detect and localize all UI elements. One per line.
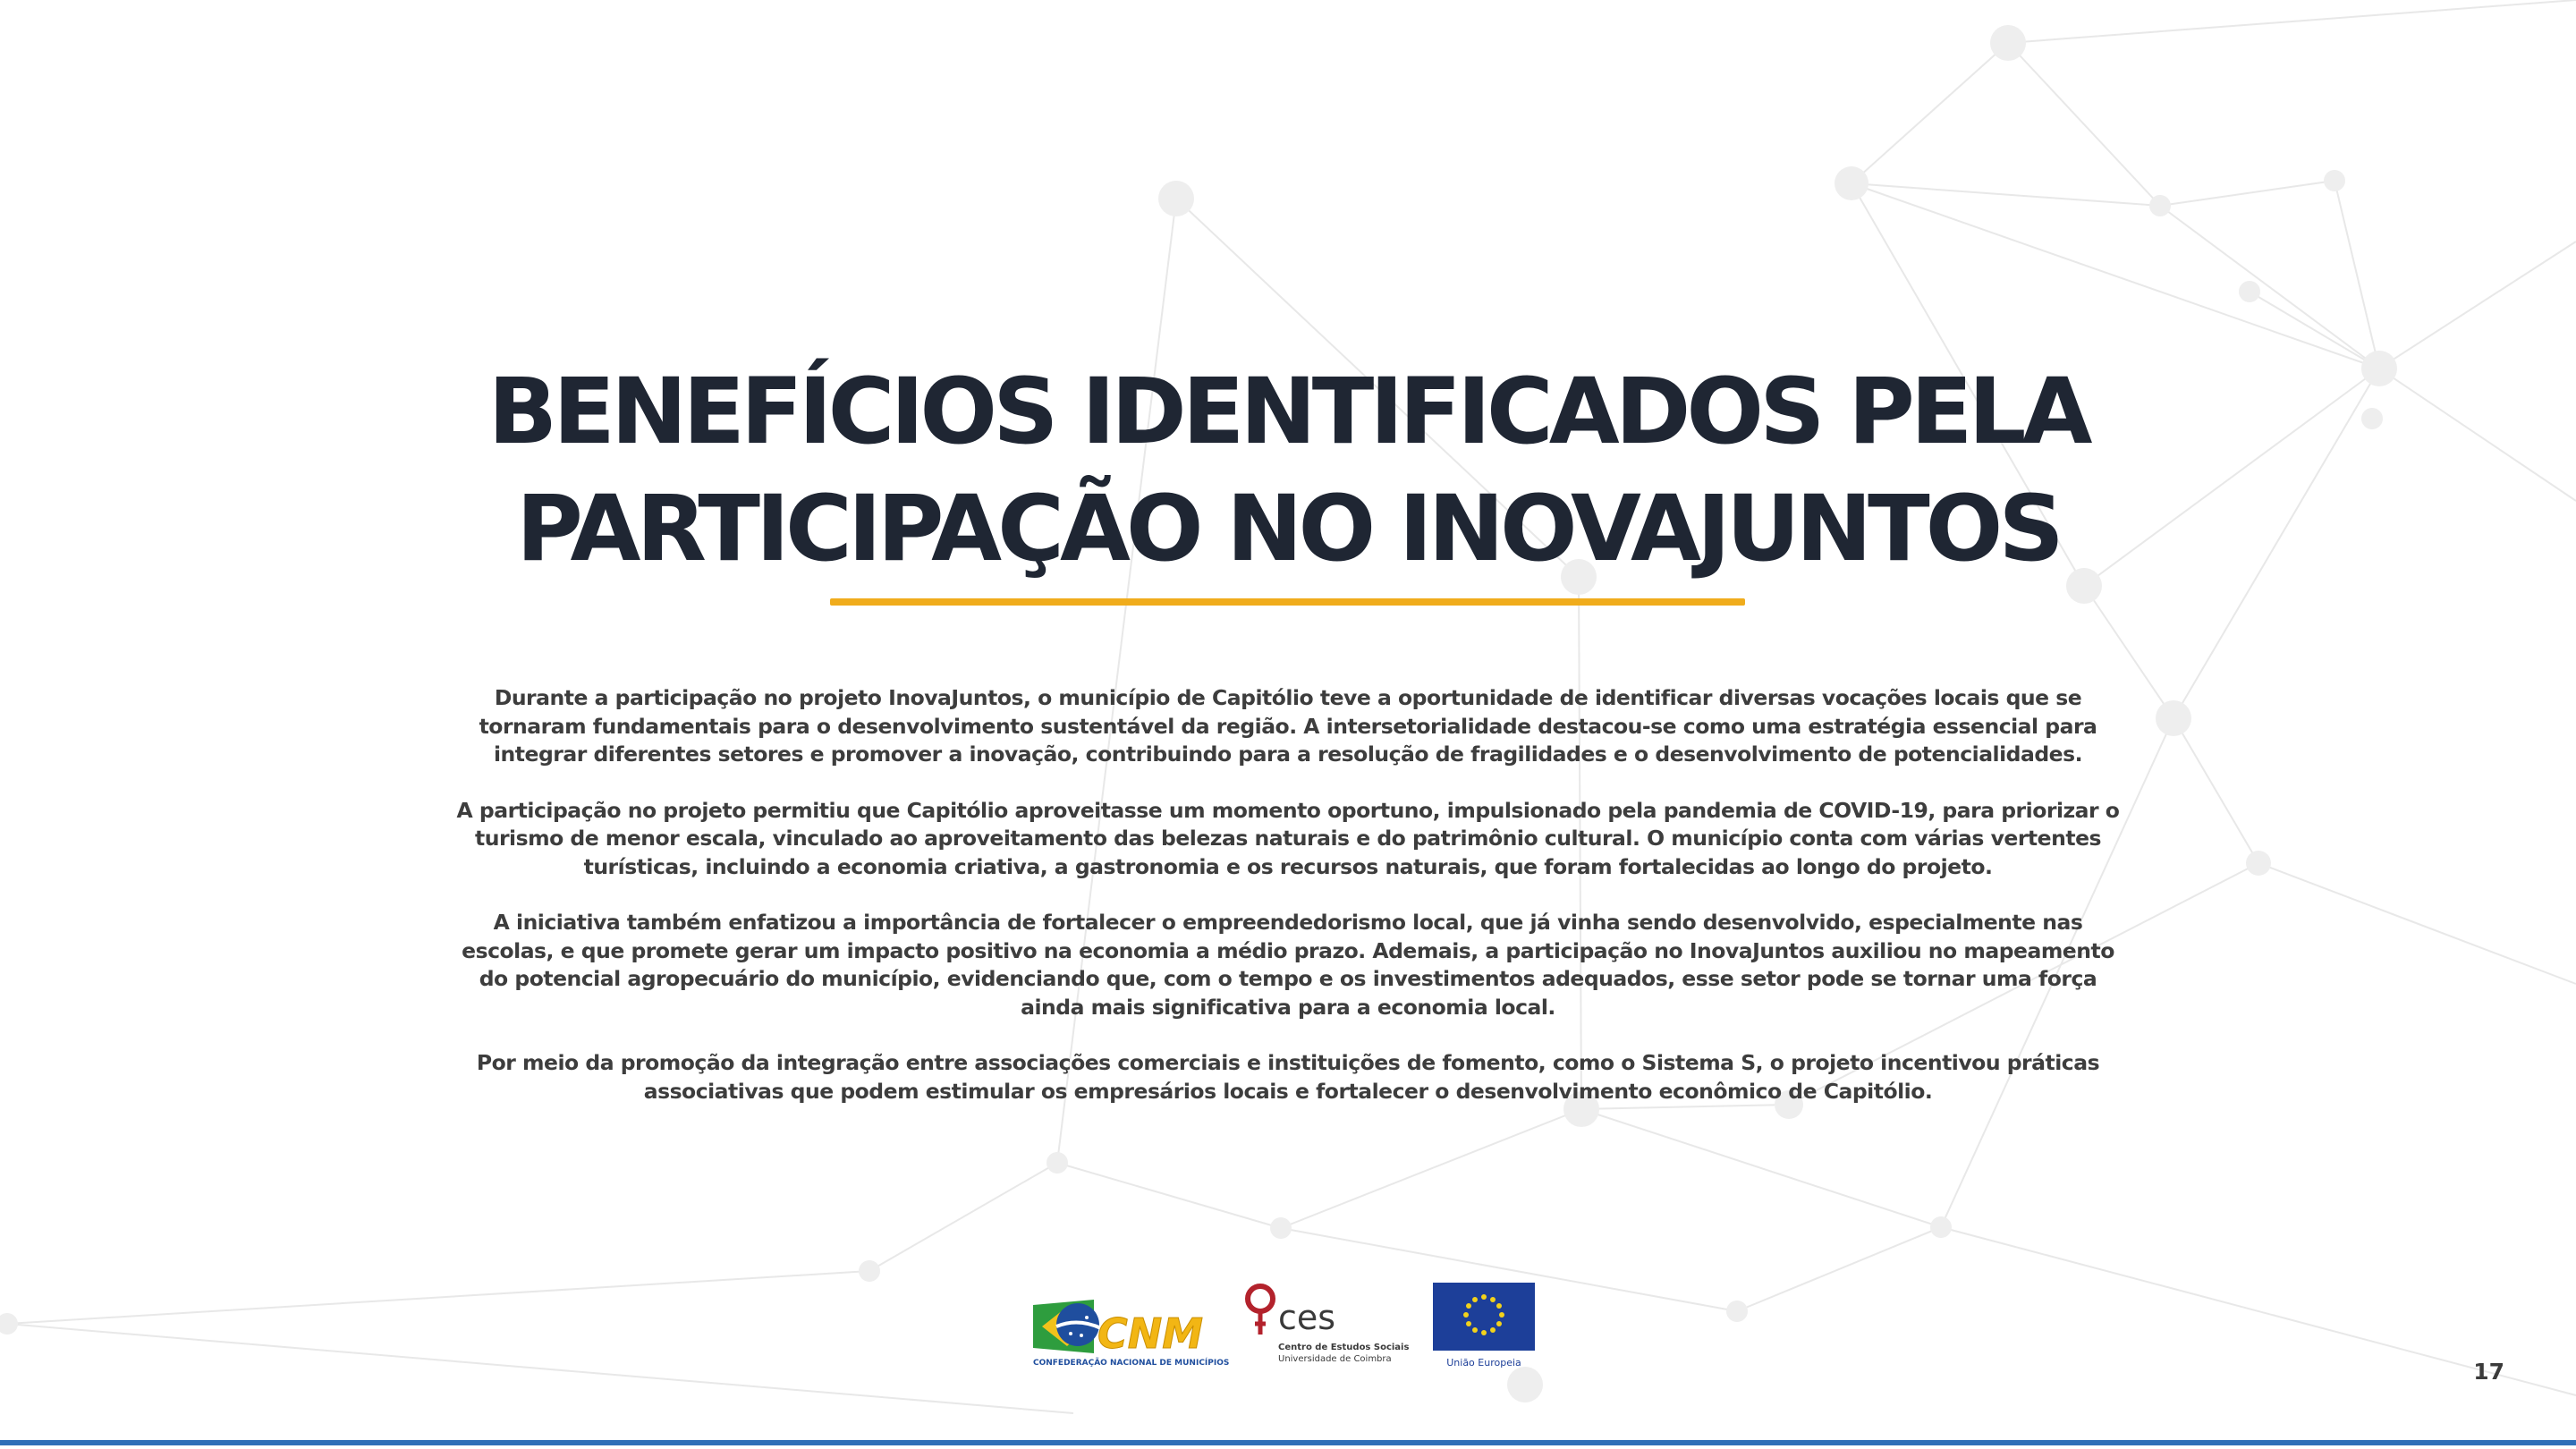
partner-logos	[1029, 1279, 1538, 1377]
paragraph-4: Por meio da promoção da integração entre associações comerciais e instituições de fomento, como o Sistema S, o projeto incentivou práticas associativas que podem estimular os empresários locais e fortalecer o desenvolvimento econômico de Capitólio.	[476, 1050, 2100, 1104]
eu-caption: União Europeia	[1446, 1357, 1521, 1368]
footer-bar	[0, 1440, 2576, 1445]
cnm-logo-text: CNM	[1097, 1309, 1204, 1358]
eu-flag-logo	[1431, 1281, 1537, 1370]
cnm-logo-subtitle: CONFEDERAÇÃO NACIONAL DE MUNICÍPIOS	[1033, 1359, 1230, 1368]
paragraph-3: A iniciativa também enfatizou a importância de fortalecer o empreendedorismo local, que já vinha sendo desenvolvido, especialmente nas escolas, e que promete gerar um impacto positivo na economia a médio prazo. Ademais, a participação no InovaJuntos auxiliou no mapeamento do potencial agropecuário do município, evidenciando que, com o tempo e os investimentos adequados, esse setor pode se tornar uma força ainda mais significativa para a economia local.	[462, 910, 2114, 1020]
ces-logo	[1237, 1279, 1410, 1368]
body-text	[447, 684, 2129, 1133]
cnm-logo	[1031, 1294, 1230, 1369]
paragraph-2: A participação no projeto permitiu que Capitólio aproveitasse um momento oportuno, impulsionado pela pandemia de COVID-19, para priorizar o turismo de menor escala, vinculado ao aproveitamento das belezas naturais e do patrimônio cultural. O município conta com várias vertentes turísticas, incluindo a economia criativa, a gastronomia e os recursos naturais, que foram fortalecidas ao longo do projeto.	[456, 797, 2120, 879]
title-line-2: PARTICIPAÇÃO NO INOVAJUNTOS	[516, 476, 2060, 582]
ces-logo-text: ces	[1278, 1298, 1336, 1337]
page-number: 17	[2473, 1359, 2504, 1385]
slide-title	[0, 353, 2576, 588]
title-line-1: BENEFÍCIOS IDENTIFICADOS PELA	[487, 359, 2089, 465]
ces-logo-line1: Centro de Estudos Sociais	[1278, 1343, 1410, 1352]
ces-logo-line2: Universidade de Coimbra	[1278, 1354, 1392, 1364]
title-underline	[830, 598, 1745, 606]
paragraph-1: Durante a participação no projeto InovaJuntos, o município de Capitólio teve a oportunidade de identificar diversas vocações locais que se tornaram fundamentais para o desenvolvimento sustentável da região. A intersetorialidade destacou-se como uma estratégia essencial para integrar diferentes setores e promover a inovação, contribuindo para a resolução de fragilidades e o desenvolvimento de potencialidades.	[479, 685, 2097, 767]
